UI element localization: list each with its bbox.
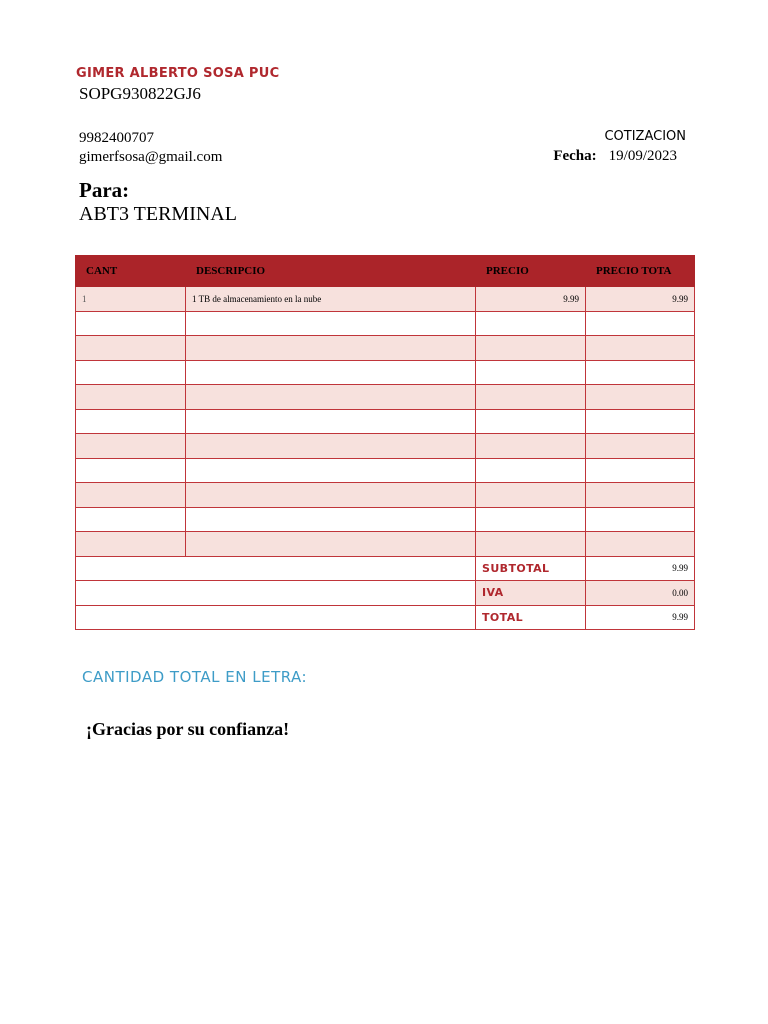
- iva-value: 0.00: [586, 581, 695, 606]
- empty-cell: [186, 532, 476, 557]
- empty-cell: [476, 311, 586, 336]
- empty-cell: [586, 385, 695, 410]
- table-row: [76, 360, 695, 385]
- empty-cell: [76, 409, 186, 434]
- cell-description: 1 TB de almacenamiento en la nube: [186, 287, 476, 312]
- company-name: GIMER ALBERTO SOSA PUC: [76, 66, 280, 81]
- empty-cell: [476, 336, 586, 361]
- header-price: PRECIO: [476, 256, 586, 287]
- empty-cell: [586, 409, 695, 434]
- iva-label: IVA: [476, 581, 586, 606]
- document-type: COTIZACION: [604, 129, 686, 144]
- date-label: Fecha:: [553, 148, 597, 164]
- amount-in-words-label: CANTIDAD TOTAL EN LETRA:: [82, 668, 308, 686]
- cell-qty: 1: [76, 287, 186, 312]
- empty-cell: [186, 409, 476, 434]
- empty-cell: [586, 532, 695, 557]
- empty-cell: [586, 507, 695, 532]
- empty-cell: [76, 507, 186, 532]
- empty-cell: [586, 434, 695, 459]
- client-name: ABT3 TERMINAL: [79, 203, 237, 225]
- table-row: [76, 507, 695, 532]
- table-row: [76, 458, 695, 483]
- date-value: 19/09/2023: [608, 148, 677, 164]
- subtotal-label: SUBTOTAL: [476, 556, 586, 581]
- summary-spacer: [76, 581, 476, 606]
- summary-spacer: [76, 556, 476, 581]
- header-total: PRECIO TOTA: [586, 256, 695, 287]
- subtotal-value: 9.99: [586, 556, 695, 581]
- table-row: [76, 409, 695, 434]
- table-row: [76, 336, 695, 361]
- table-row: [76, 311, 695, 336]
- empty-cell: [586, 311, 695, 336]
- empty-cell: [76, 434, 186, 459]
- empty-cell: [76, 385, 186, 410]
- empty-cell: [76, 532, 186, 557]
- total-label: TOTAL: [476, 605, 586, 630]
- empty-cell: [476, 385, 586, 410]
- empty-cell: [476, 360, 586, 385]
- phone: 9982400707: [79, 130, 154, 146]
- empty-cell: [186, 385, 476, 410]
- email: gimerfsosa@gmail.com: [79, 149, 223, 165]
- thanks-message: ¡Gracias por su confianza!: [86, 719, 290, 739]
- subtotal-row: [76, 556, 695, 581]
- cell-price: 9.99: [476, 287, 586, 312]
- empty-cell: [76, 360, 186, 385]
- items-table: [75, 255, 695, 630]
- table-row: [76, 532, 695, 557]
- empty-cell: [186, 311, 476, 336]
- table-header-row: [76, 256, 695, 287]
- empty-cell: [586, 360, 695, 385]
- cell-total: 9.99: [586, 287, 695, 312]
- rfc: SOPG930822GJ6: [79, 84, 201, 103]
- empty-cell: [76, 458, 186, 483]
- total-row: [76, 605, 695, 630]
- empty-cell: [76, 311, 186, 336]
- table-row: [76, 385, 695, 410]
- empty-cell: [186, 434, 476, 459]
- empty-cell: [476, 532, 586, 557]
- empty-cell: [476, 483, 586, 508]
- to-label: Para:: [79, 178, 130, 202]
- empty-cell: [186, 483, 476, 508]
- table-row: [76, 483, 695, 508]
- empty-cell: [586, 458, 695, 483]
- summary-spacer: [76, 605, 476, 630]
- empty-cell: [476, 409, 586, 434]
- empty-cell: [186, 507, 476, 532]
- total-value: 9.99: [586, 605, 695, 630]
- empty-cell: [186, 458, 476, 483]
- empty-cell: [586, 336, 695, 361]
- table-row: [76, 434, 695, 459]
- table-row: [76, 287, 695, 312]
- header-qty: CANT: [76, 256, 186, 287]
- empty-cell: [186, 336, 476, 361]
- empty-cell: [476, 434, 586, 459]
- iva-row: [76, 581, 695, 606]
- empty-cell: [76, 336, 186, 361]
- empty-cell: [186, 360, 476, 385]
- header-description: DESCRIPCIO: [186, 256, 476, 287]
- empty-cell: [586, 483, 695, 508]
- empty-cell: [476, 458, 586, 483]
- empty-cell: [476, 507, 586, 532]
- date-row: [553, 148, 677, 165]
- empty-cell: [76, 483, 186, 508]
